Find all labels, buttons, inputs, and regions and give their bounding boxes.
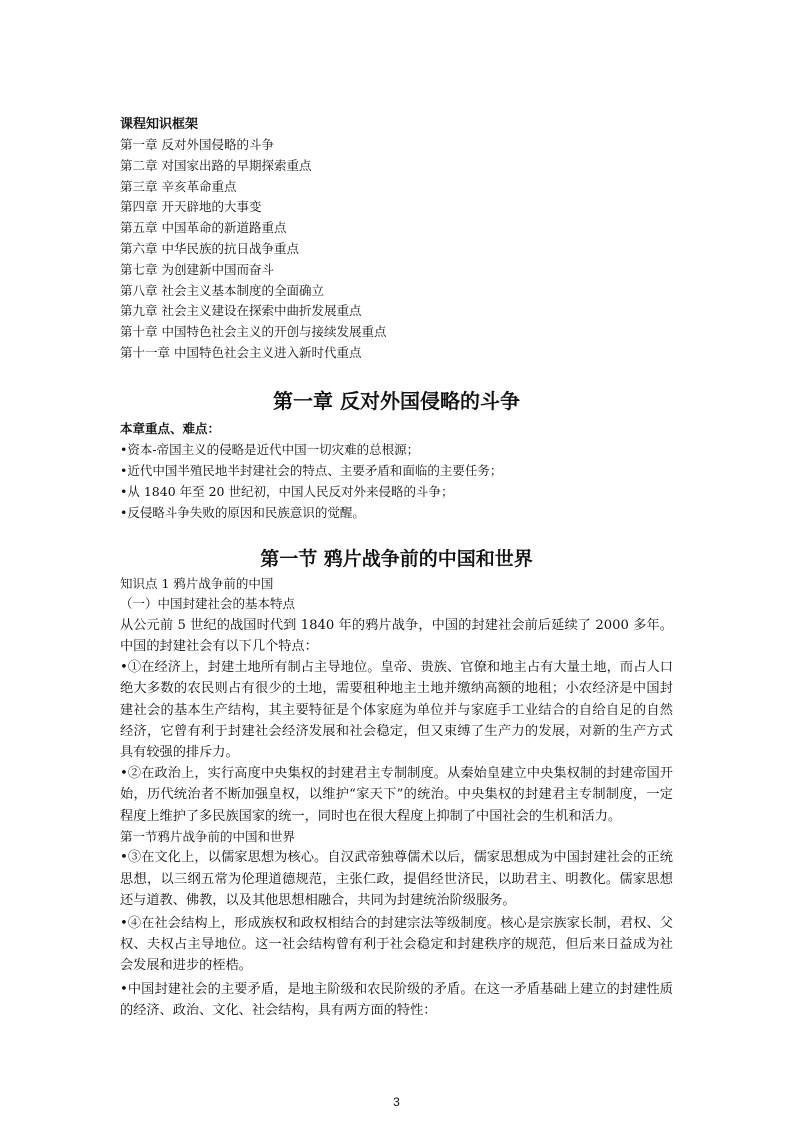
framework-title: 课程知识框架 — [120, 117, 199, 132]
chapter-item-3: 第三章 辛亥革命重点 — [120, 178, 237, 194]
key-points-list — [120, 439, 673, 523]
key-point-item: •反侵略斗争失败的原因和民族意识的觉醒。 — [120, 504, 365, 520]
chapter-item-2: 第二章 对国家出路的早期探索重点 — [120, 157, 312, 173]
document-page — [120, 115, 673, 1021]
feature-economy-paragraph: •①在经济上，封建土地所有制占主导地位。皇帝、贵族、官僚和地主占有大量土地，而占人口绝大多数的农民则占有很少的土地，需要租种地主土地并缴纳高额的地租；小农经济是中国封建社会的基本生产结构，其主要特征是个体家庭为单位并与家庭手工业结合的自给自足的自然经济，它曾有利于封建社会经济发展和社会稳定，但又束缚了生产力的发展，对新的生产方式具有较强的排斥力。 — [120, 660, 673, 760]
chapter-item-6: 第六章 中华民族的抗日战争重点 — [120, 240, 299, 256]
course-framework — [120, 115, 673, 364]
chapter-title: 第一章 反对外国侵略的斗争 — [273, 388, 520, 413]
key-points-title: 本章重点、难点： — [120, 420, 221, 436]
subheading: （一）中国封建社会的基本特点 — [120, 596, 296, 612]
chapter-item-11: 第十一章 中国特色社会主义进入新时代重点 — [120, 344, 362, 360]
intro-paragraph: 从公元前 5 世纪的战国时代到 1840 年的鸦片战争，中国的封建社会前后延续了 2000 多年。中国的封建社会有以下几个特点： — [120, 617, 673, 654]
chapter-item-8: 第八章 社会主义基本制度的全面确立 — [120, 282, 324, 298]
feature-society-paragraph: •④在社会结构上，形成族权和政权相结合的封建宗法等级制度。核心是宗族家长制，君权、父权、夫权占主导地位。这一社会结构曾有利于社会稳定和封建秩序的规范，但后来日益成为社会发展和进步的桎梏。 — [120, 915, 673, 974]
chapter-item-1: 第一章 反对外国侵略的斗争 — [120, 137, 274, 152]
repeated-section-heading: 第一节鸦片战争前的中国和世界 — [120, 828, 296, 844]
chapter-item-4: 第四章 开天辟地的大事变 — [120, 199, 262, 215]
key-points — [120, 418, 673, 523]
main-contradiction-paragraph: •中国封建社会的主要矛盾，是地主阶级和农民阶级的矛盾。在这一矛盾基础上建立的封建性质的经济、政治、文化、社会结构，具有两方面的特性： — [120, 981, 673, 1018]
page-number: 3 — [393, 1095, 400, 1109]
chapter-item-9: 第九章 社会主义建设在探索中曲折发展重点 — [120, 303, 362, 319]
key-point-item: •从 1840 年至 20 世纪初，中国人民反对外来侵略的斗争； — [120, 483, 454, 499]
chapter-item-7: 第七章 为创建新中国而奋斗 — [120, 261, 274, 277]
key-point-item: •近代中国半殖民地半封建社会的特点、主要矛盾和面临的主要任务； — [120, 462, 503, 478]
chapter-list — [120, 135, 673, 364]
chapter-item-5: 第五章 中国革命的新道路重点 — [120, 220, 287, 236]
knowledge-point-heading: 知识点 1 鸦片战争前的中国 — [120, 575, 274, 591]
chapter-item-10: 第十章 中国特色社会主义的开创与接续发展重点 — [120, 324, 387, 340]
feature-culture-paragraph: •③在文化上，以儒家思想为核心。自汉武帝独尊儒术以后，儒家思想成为中国封建社会的正统思想，以三纲五常为伦理道德规范，主张仁政，提倡经世济民，以助君主、明教化。儒家思想还与道教、佛教，以及其他思想相融合，共同为封建统治阶级服务。 — [120, 850, 673, 908]
key-point-item: •资本-帝国主义的侵略是近代中国一切灾难的总根源； — [120, 441, 420, 457]
section-title: 第一节 鸦片战争前的中国和世界 — [260, 547, 533, 570]
feature-politics-paragraph: •②在政治上，实行高度中央集权的封建君主专制制度。从秦始皇建立中央集权制的封建帝国开始，历代统治者不断加强皇权，以维护“家天下”的统治。中央集权的封建君主专制制度，一定程度上维护了多民族国家的统一，同时也在很大程度上抑制了中国社会的生机和活力。 — [120, 766, 673, 824]
